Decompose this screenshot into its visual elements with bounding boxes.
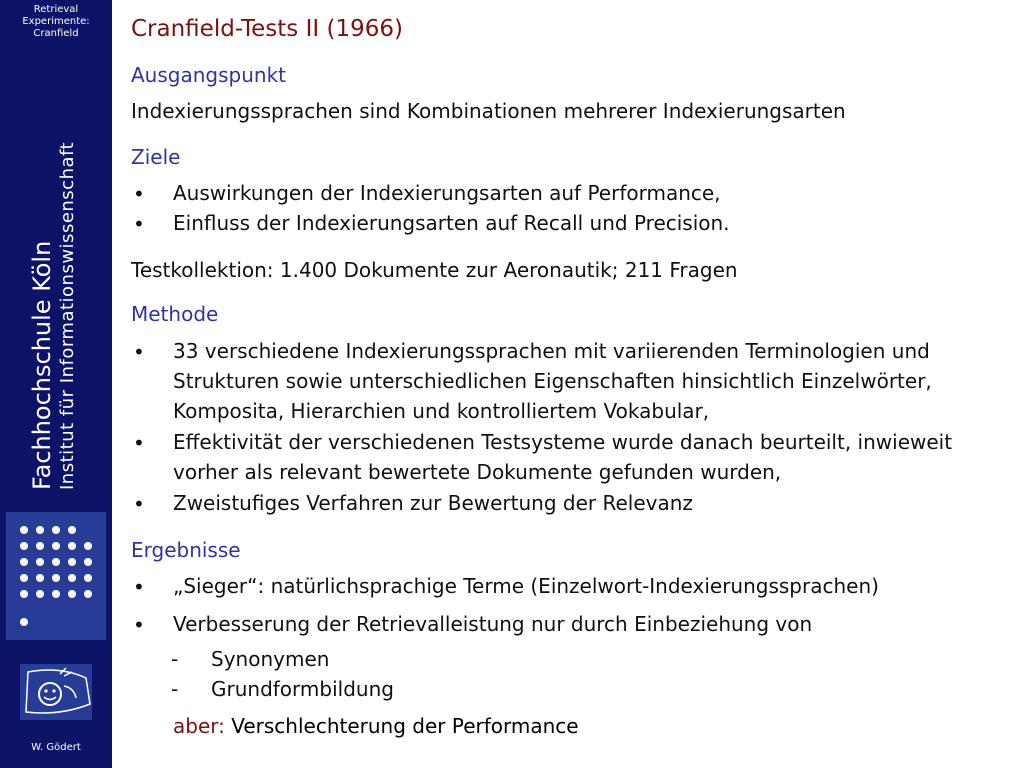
bullet-mark: •: [133, 575, 145, 599]
bullet-text: 33 verschiedene Indexierungssprachen mit variierenden Terminologien und Strukturen sowie unterschiedlichen Eigenschaften hinsichtlich Einzelwörter, Komposita, Hierarchien und kontrolliertem Vokabular,: [173, 339, 932, 423]
sidebar: [0, 0, 112, 768]
institution-name: Fachhochschule Köln: [28, 240, 56, 490]
dot: [36, 574, 44, 582]
aber-label: aber:: [173, 714, 225, 738]
dot: [36, 542, 44, 550]
sub-item-text: Synonymen: [211, 647, 330, 671]
dot: [20, 590, 28, 598]
dot: [36, 558, 44, 566]
dot: [52, 526, 60, 534]
bullet-mark: •: [133, 182, 145, 206]
dot: [20, 542, 28, 550]
dot: [68, 542, 76, 550]
dot: [68, 526, 76, 534]
bullet-mark: •: [133, 431, 145, 455]
section-title: Retrieval Experimente: Cranfield: [22, 4, 90, 39]
dash-mark: -: [171, 647, 179, 671]
dot: [20, 558, 28, 566]
author: W. Gödert: [31, 742, 81, 753]
dot: [84, 574, 92, 582]
bullet-text: Zweistufiges Verfahren zur Bewertung der Relevanz: [173, 491, 693, 515]
bullet-mark: •: [133, 340, 145, 364]
dot: [84, 542, 92, 550]
aber-text: Verschlechterung der Performance: [224, 714, 579, 738]
dot: [68, 574, 76, 582]
dot: [52, 574, 60, 582]
bullet-mark: •: [133, 492, 145, 516]
bullet-text: „Sieger“: natürlichsprachige Terme (Einzelwort-Indexierungssprachen): [173, 574, 879, 598]
slide-title: Cranfield-Tests II (1966): [131, 16, 403, 42]
dash-mark: -: [171, 677, 179, 701]
bullet-text: Verbesserung der Retrievalleistung nur durch Einbeziehung von: [173, 612, 813, 636]
dot: [84, 558, 92, 566]
ausgangspunkt-text: Indexierungssprachen sind Kombinationen mehrerer Indexierungsarten: [131, 99, 846, 123]
dot: [68, 590, 76, 598]
institute-name: Institut für Informationswissenschaft: [57, 141, 78, 490]
dot-grid-decoration: [6, 512, 106, 640]
heading-methode: Methode: [131, 302, 219, 326]
dot: [84, 590, 92, 598]
dot: [52, 542, 60, 550]
bullet-text: Effektivität der verschiedenen Testsysteme wurde danach beurteilt, inwieweit vorher als relevant bewertete Dokumente gefunden wurden,: [173, 430, 953, 484]
smiley-logo-icon: [20, 664, 92, 720]
bullet-mark: •: [133, 613, 145, 637]
dot: [20, 618, 28, 626]
heading-ausgangspunkt: Ausgangspunkt: [131, 63, 286, 87]
dot: [52, 558, 60, 566]
dot: [68, 558, 76, 566]
sub-item-text: Grundformbildung: [211, 677, 394, 701]
heading-ergebnisse: Ergebnisse: [131, 538, 241, 562]
dot: [20, 526, 28, 534]
institution-label: [28, 100, 98, 490]
bullet-text: Einfluss der Indexierungsarten auf Recall und Precision.: [173, 211, 730, 235]
testkollektion-text: Testkollektion: 1.400 Dokumente zur Aeronautik; 211 Fragen: [131, 258, 738, 282]
aber-note: [173, 714, 579, 738]
bullet-mark: •: [133, 212, 145, 236]
dot: [36, 590, 44, 598]
dot: [52, 590, 60, 598]
dot: [36, 526, 44, 534]
heading-ziele: Ziele: [131, 145, 181, 169]
bullet-text: Auswirkungen der Indexierungsarten auf Performance,: [173, 181, 721, 205]
dot: [20, 574, 28, 582]
